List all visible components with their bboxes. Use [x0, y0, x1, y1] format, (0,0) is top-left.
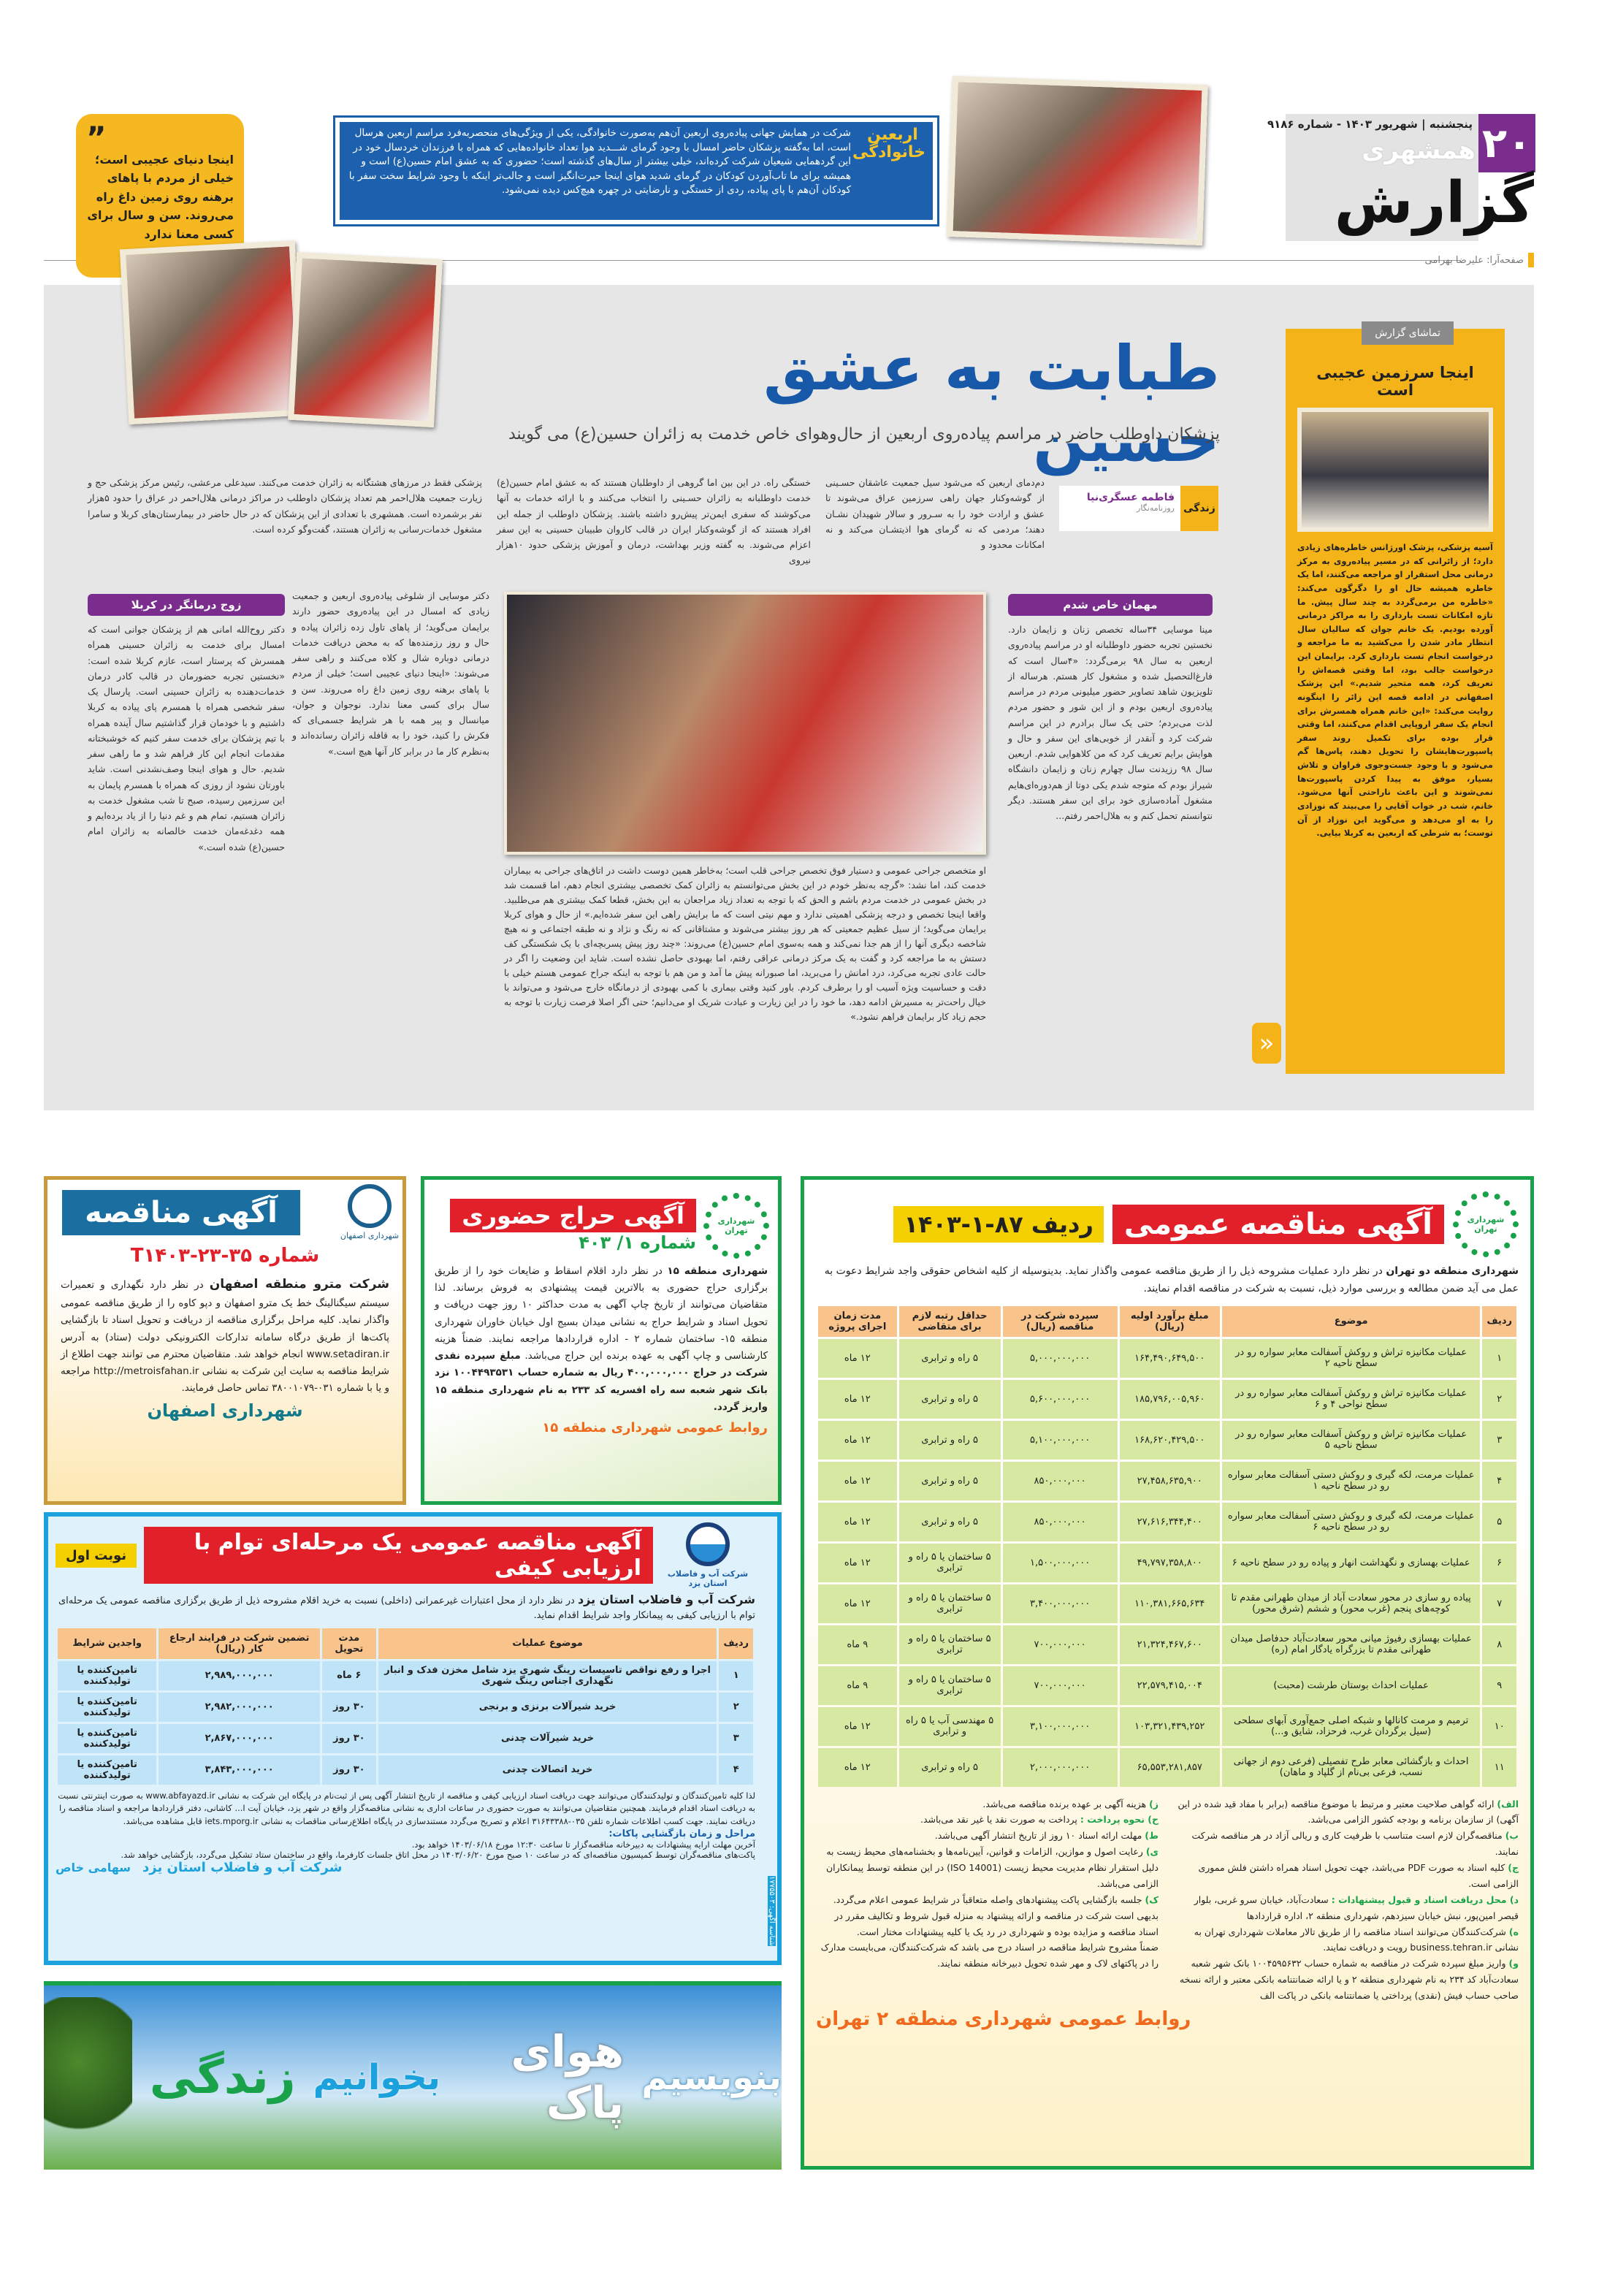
- condition-text: بدیهی است شرکت در مناقصه و ارائه پیشنهاد به منزله قبول شروط و تکالیف مقرر در اسناد مناقصه و مزایده بوده و شهرداری در رد یک یا کلیه پیشنهادات مختار است.: [834, 1910, 1159, 1937]
- clean-air-banner: [44, 1981, 782, 2170]
- headline: طبابت به عشق حسین: [763, 332, 1220, 476]
- ad-badge: نوبت اول: [56, 1544, 137, 1568]
- isfahan-metro-tender-ad: [44, 1176, 406, 1505]
- table-cell: ۱۰۳,۳۲۱,۴۳۹,۲۵۲: [1120, 1707, 1220, 1746]
- table-cell: ۵,۰۰۰,۰۰۰,۰۰۰: [1003, 1339, 1118, 1378]
- table-cell: ۱۲ ماه: [818, 1503, 897, 1541]
- marker-icon: [1528, 253, 1534, 267]
- table-cell: ۱۱: [1482, 1748, 1516, 1787]
- condition-text: واریز مبلغ سپرده شرکت در مناقصه به شماره حساب ۱۰۰۴۵۹۵۶۳۲ بانک شهر شعبه سعادت‌آباد کد ۲۳۴ به نام شهرداری منطقه ۲ و یا ارائه ضمانتنامه بانکی معتبر و ارائه نسخه صاحب حساب فیش (نقدی) پرداختی یا ضمانتنامه بانکی در پاکت الف: [1179, 1958, 1519, 2002]
- condition-text: مهلت ارائه اسناد ۱۰ روز از تاریخ انتشار آگهی می‌باشد.: [934, 1830, 1142, 1842]
- side-box-photo: [1297, 408, 1493, 532]
- banner-word-4: زندگی: [149, 2051, 296, 2105]
- condition-item: [816, 1940, 1159, 1972]
- column-center-left: دکتر موسایی از شلوغی پیاده‌روی اربعین و جمعیت زیادی که امسال در این پیاده‌روی حضور دارند برایمان می‌گوید؛ از پاهای تاول زده زائران پیاده و حال و روز رزمنده‌ها که به محض دریافت خدمات درمانی دوباره شال و کلاه می‌کنند و راهی سفر می‌شوند: «اینجا دنیای عجیبی است؛ خیلی از مردم با پاهای برهنه روی زمین داغ راه می‌روند. سن و سال برای کسی معنا ندارد. نوجوان و جوان، میانسال و پیر همه با هر شرایط جسمی‌ای که فکرش را کنید، خود را به قافله زائران رسانده‌اند و به‌نظرم کار ما در برابر کار آنها هیچ است.»: [292, 590, 489, 757]
- region15-auction-ad: [421, 1176, 782, 1505]
- condition-item: [816, 1828, 1159, 1844]
- table-cell: عملیات مرمت، لکه گیری و روکش دستی آسفالت معابر سواره رو در سطح ناحیه ۱: [1222, 1462, 1481, 1500]
- table-cell: ۵ راه و ترابری: [899, 1748, 1001, 1787]
- table-cell: ۵ ساختمان یا ۵ راه و ترابری: [899, 1544, 1001, 1582]
- ad-body: لذا کلیه تامین‌کنندگان و تولیدکنندگان می‌توانند جهت دریافت اسناد ارزیابی کیفی و مناقصه از تاریخ انتشار آگهی پس از ثبت‌نام در پایگاه این شرکت به نشانی www.abfayazd.ir به صورت اینترنتی نسبت به دریافت اسناد اقدام فرمایند. همچنین متقاضیان می‌توانند به صورت حضوری در ساعات اداری به نشانی مناقصه‌گزار واقع در شهر یزد، خیابان آیت ا... کاشانی، دفتر قراردادها مراجعه و اسناد مناقصه را دریافت نمایند. جهت کسب اطلاعات شماره تلفن ۰۳۵-۳۱۶۴۳۳۸۸ اعلام و تصریح می‌گردد مستندسازی در پایگاه اطلاع‌رسانی مناقصات به نشانی iets.mporg.ir قابل مشاهده می‌باشد.: [58, 1790, 755, 1827]
- side-report-box: [1286, 329, 1505, 1074]
- ad-signature: شهرداری اصفهان: [147, 1400, 303, 1421]
- table-cell: ۴: [719, 1755, 753, 1785]
- ad-signature: روابط عمومی شهرداری منطقه ۲ تهران: [816, 2007, 1191, 2030]
- table-cell: ۵,۶۰۰,۰۰۰,۰۰۰: [1003, 1380, 1118, 1419]
- condition-item: [1176, 1892, 1519, 1924]
- table-cell: ۹ ماه: [818, 1625, 897, 1664]
- page-designer: [1425, 253, 1534, 267]
- table-row: [818, 1380, 1516, 1419]
- ad-bold: شهرداری منطقه ۱۵: [667, 1265, 768, 1277]
- column-header: مدت زمان اجرای پروژه: [818, 1306, 897, 1337]
- condition-key: ج): [1508, 1862, 1519, 1874]
- ad-title: آگهی مناقصه عمومی یک مرحله‌ای توام با ارزیابی کیفی: [144, 1527, 653, 1584]
- subheading-special-guest: مهمان خاص شدم: [1008, 594, 1213, 616]
- table-cell: ۲۲,۵۷۹,۴۱۵,۰۰۴: [1120, 1666, 1220, 1705]
- table-cell: ۱۶۸,۶۲۰,۴۲۹,۵۰۰: [1120, 1421, 1220, 1460]
- table-cell: ۳,۱۰۰,۰۰۰,۰۰۰: [1003, 1707, 1118, 1746]
- condition-key: د) محل دریافت اسناد و قبول پیشنهادات :: [1331, 1893, 1519, 1905]
- condition-text: ضمناً مشروح شرایط مناقصه در اسناد درج می باشد که شرکت‌کنندگان، می‌بایست مدارک را در پاکتهای لاک و مهر شده تحویل دبیرخانه منطقه نمایند.: [820, 1942, 1159, 1969]
- table-cell: ۱۰: [1482, 1707, 1516, 1746]
- table-cell: ۹ ماه: [818, 1666, 897, 1705]
- table-row: [818, 1707, 1516, 1746]
- family-arbaeen-box: [333, 115, 939, 226]
- ad-number: شماره ۳۵-۲۳-T۱۴۰۳: [130, 1245, 320, 1267]
- company-name: شرکت آب و فاضلاب استان یزد: [577, 1593, 755, 1606]
- table-cell: ۲۷,۶۱۶,۳۴۴,۴۰۰: [1120, 1503, 1220, 1541]
- table-cell: ۳: [1482, 1421, 1516, 1460]
- table-cell: ترمیم و مرمت کانالها و شبکه اصلی جمع‌آوری آبهای سطحی (سیل برگردان غرب، فرحزاد، شایق و...): [1222, 1707, 1481, 1746]
- table-cell: ۱۲ ماه: [818, 1707, 897, 1746]
- table-row: [818, 1339, 1516, 1378]
- condition-item: [1176, 1828, 1519, 1860]
- yazd-water-tender-ad: [44, 1512, 782, 1965]
- section-title: گزارش: [1334, 170, 1534, 236]
- column-header: تضمین شرکت در فرایند ارجاع کار (ریال): [159, 1628, 320, 1659]
- column-header: سپرده شرکت در مناقصه (ریال): [1003, 1306, 1118, 1337]
- condition-key: و): [1508, 1958, 1519, 1969]
- banner-word-3: بخوانیم: [313, 2057, 440, 2098]
- subtitle: پزشکان داوطلب حاضر در مراسم پیاده‌روی اربعین از حال‌وهوای خاص خدمت به زائران حسین(ع) می گویند: [508, 425, 1220, 443]
- condition-text: پرداخت به صورت نقد یا غیر نقد می‌باشد.: [920, 1814, 1077, 1826]
- table-cell: عملیات بهسازی و نگهداشت انهار و پیاده رو در سطح ناحیه ۶: [1222, 1544, 1481, 1582]
- column-text: دکتر روح‌الله امانی هم از پزشکان جوانی است که امسال برای خدمت به زائران حسینی همراه همسرش که پرستار است، عازم کربلا شده است: «نخستین تجربه حضورمان در قالب کادر درمان خدمات‌دهنده به زائران حسینی است. پارسال یک سفر شخصی همراه با همسرم پای پیاده به کربلا داشتیم و با خودمان قرار گذاشتیم سال آینده همراه با تیم پزشکان برای خدمت سفر کنیم که خوشبختانه مقدمات انجام این کار فراهم شد و ما راهی سفر شدیم. حال و هوای اینجا وصف‌نشدنی است. شاید باورتان نشود از روزی که همراه با همسرم پایمان به این سرزمین رسیده، صبح تا شب مشغول خدمت به زائران هستیم، تمام هم و غم دنیا را از یاد برده‌ایم و همه دغدغه‌مان خدمت خالصانه به زائران امام حسین(ع) شده است.»: [88, 624, 285, 853]
- condition-text: کلیه اسناد به صورت PDF می‌باشد، جهت تحویل اسناد همراه داشتن فلش مموری الزامی است.: [1198, 1862, 1519, 1889]
- ad-deposit: مبلغ سپرده نقدی شرکت در حراج ۴۰۰,۰۰۰,۰۰۰ ریال به شماره حساب ۱۰۰۴۴۹۳۵۳۱ نزد بانک شهر شعبه سه راه افسریه کد ۲۳۳ به نام شهرداری منطقه ۱۵ واریز گردد.: [435, 1350, 768, 1413]
- condition-item: [816, 1812, 1159, 1828]
- table-cell: ۷۰۰,۰۰۰,۰۰۰: [1003, 1666, 1118, 1705]
- article-photo-2: [288, 252, 443, 427]
- column-right: [1008, 588, 1213, 823]
- tehran-region2-tender-ad: [801, 1176, 1534, 2170]
- column-header: مبلغ برآورد اولیه (ریال): [1120, 1306, 1220, 1337]
- table-cell: ۸: [1482, 1625, 1516, 1664]
- ad-title: آگهی مناقصه: [62, 1190, 300, 1235]
- condition-text: جلسه بازگشایی پاکت پیشنهادهای واصله متعاقباً در شرایط عمومی اعلام می‌گردد.: [833, 1893, 1142, 1905]
- table-cell: ۵ راه و ترابری: [899, 1421, 1001, 1460]
- doctor-child-photo: [947, 76, 1207, 245]
- ad-intro-bold: شهرداری منطقه دو تهران: [1386, 1265, 1519, 1277]
- table-cell: ۳۰ روز: [322, 1724, 376, 1753]
- table-cell: ۲,۹۸۲,۰۰۰,۰۰۰: [159, 1693, 320, 1722]
- table-cell: ۱۶۴,۴۹۰,۶۴۹,۵۰۰: [1120, 1339, 1220, 1378]
- tender-table: [816, 1304, 1519, 1789]
- table-cell: عملیات مکانیزه تراش و روکش آسفالت معابر سواره رو در سطح نواحی ۴ و ۶: [1222, 1380, 1481, 1419]
- table-cell: ۱۲ ماه: [818, 1544, 897, 1582]
- ad-title: آگهی حراج حضوری: [450, 1199, 696, 1232]
- table-row: [818, 1625, 1516, 1664]
- table-row: [818, 1421, 1516, 1460]
- table-cell: تامین‌کننده یا تولیدکننده: [58, 1724, 156, 1753]
- column-header: ردیف: [1482, 1306, 1516, 1337]
- table-cell: خرید شیرآلات برنزی و برنجی: [378, 1693, 717, 1722]
- condition-key: ی): [1145, 1846, 1159, 1858]
- tehran-municipality-seal: شهرداری تهران: [1453, 1191, 1519, 1257]
- isfahan-logo: [337, 1184, 402, 1240]
- condition-item: [816, 1892, 1159, 1908]
- table-cell: عملیات مکانیزه تراش و روکش آسفالت معابر سواره رو در سطح ناحیه ۲: [1222, 1339, 1481, 1378]
- table-cell: اجرا و رفع نواقص تاسیسات رینگ شهری یزد شامل مخزن فدک و انبار نگهداری اجناس رینگ شهری: [378, 1661, 717, 1690]
- center-photo: [504, 592, 986, 855]
- condition-key: الف): [1497, 1798, 1519, 1809]
- table-cell: تامین‌کننده یا تولیدکننده: [58, 1661, 156, 1690]
- condition-key: ب): [1505, 1830, 1519, 1842]
- column-header: مدت تحویل: [322, 1628, 376, 1659]
- table-cell: ۱۲ ماه: [818, 1339, 897, 1378]
- table-cell: ۵ مهندسی آب یا ۵ راه و ترابری: [899, 1707, 1001, 1746]
- table-cell: ۱,۵۰۰,۰۰۰,۰۰۰: [1003, 1544, 1118, 1582]
- ad-title: آگهی مناقصه عمومی: [1112, 1205, 1444, 1244]
- table-cell: ۳: [719, 1724, 753, 1753]
- table-cell: تامین‌کننده یا تولیدکننده: [58, 1693, 156, 1722]
- table-row: [58, 1661, 753, 1690]
- table-cell: ۱۱۰,۳۸۱,۶۶۵,۶۳۴: [1120, 1584, 1220, 1623]
- table-cell: ۳۰ روز: [322, 1755, 376, 1785]
- ad-intro: در نظر دارد از محل اعتبارات غیرعمرانی (داخلی) نسبت به خرید اقلام مشروحه ذیل از طریق برگزاری مناقصه عمومی یک مرحله‌ای توام با ارزیابی کیفی به پیمانکار واجد شرایط اقدام نماید.: [58, 1595, 755, 1621]
- table-cell: عملیات احداث بوستان طرشت (محبت): [1222, 1666, 1481, 1705]
- table-cell: ۲۱,۳۲۴,۴۶۷,۶۰۰: [1120, 1625, 1220, 1664]
- tehran-municipality-seal: شهرداری تهران: [703, 1193, 769, 1259]
- table-cell: ۵ ساختمان یا ۵ راه و ترابری: [899, 1625, 1001, 1664]
- column-header: ردیف: [719, 1628, 753, 1659]
- table-cell: ۱: [719, 1661, 753, 1690]
- ad-text: در نظر دارد نگهداری و تعمیرات سیستم سیگنالینگ خط یک مترو اصفهان و دپو کاوه را از طریق مناقصه عمومی واگذار نماید. کلیه مراحل برگزاری مناقصه از دریافت و تحویل اسناد تا بازگشایی پاکت‌ها از طریق درگاه سامانه تدارکات الکترونیکی دولت (ستاد) به آدرس www.setadiran.ir انجام خواهد شد. متقاضیان محترم می توانند جهت اطلاع از شرایط مناقصه به سایت این شرکت به نشانی http://metroisfahan.ir مراجعه و یا با شماره ۰۳۱-۳۸۰۰۱۰۷۹ تماس حاصل فرمایند.: [61, 1279, 389, 1395]
- condition-key: ط): [1145, 1830, 1159, 1842]
- condition-key: ک): [1145, 1893, 1159, 1905]
- stages-title: مراحل و زمان بازگشایی پاکات:: [608, 1828, 755, 1839]
- condition-text: سعادت‌آباد، خیابان سرو غربی، بلوار قیصر امین‌پور، نبش خیابان سیزدهم، شهرداری منطقه ۲، اداره قراردادها: [1194, 1893, 1519, 1921]
- banner-word-1: بنویسیم: [641, 2057, 782, 2098]
- ad-intro: در نظر دارد عملیات مشروحه ذیل را از طریق مناقصه عمومی واگذار نماید. بدینوسیله از کلیه اشخاص حقوقی واجد شرایط دعوت به عمل می آید ضمن مطالعه و بررسی موارد ذیل، نسبت به شرکت در مناقصه اقدام نمایند.: [824, 1265, 1519, 1294]
- author-role: روزنامه‌نگار: [1137, 503, 1175, 513]
- box-kicker: اربعین خانوادگی: [852, 126, 925, 162]
- condition-key: ح) نحوه پرداخت :: [1080, 1814, 1159, 1826]
- tender-conditions: [816, 1796, 1519, 2004]
- table-cell: ۱۲ ماه: [818, 1584, 897, 1623]
- subheading-couple: زوج درمانگر در کربلا: [88, 594, 285, 616]
- table-row: [818, 1503, 1516, 1541]
- banner-word-2: هوای پاک: [511, 2026, 625, 2129]
- table-cell: ۱: [1482, 1339, 1516, 1378]
- table-row: [818, 1544, 1516, 1582]
- article-photo-1: [120, 240, 304, 424]
- table-row: [818, 1666, 1516, 1705]
- table-cell: ۸۵۰,۰۰۰,۰۰۰: [1003, 1503, 1118, 1541]
- condition-key: ه): [1508, 1926, 1519, 1937]
- condition-text: ارائه گواهی صلاحیت معتبر و مرتبط با موضوع مناقصه (برابر با مفاد قید شده در این آگهی) از سازمان برنامه و بودجه کشور الزامی می‌باشد.: [1177, 1798, 1519, 1826]
- quote-mark-icon: ”: [86, 120, 107, 156]
- table-cell: عملیات مکانیزه تراش و روکش آسفالت معابر سواره رو در سطح ناحیه ۵: [1222, 1421, 1481, 1460]
- side-box-label: تماشای گزارش: [1362, 321, 1454, 345]
- table-cell: ۵: [1482, 1503, 1516, 1541]
- table-cell: ۴۹,۷۹۷,۳۵۸,۸۰۰: [1120, 1544, 1220, 1582]
- tree-head-image: [44, 1997, 132, 2158]
- table-cell: ۵ راه و ترابری: [899, 1503, 1001, 1541]
- page-number: ۲۰: [1478, 114, 1535, 172]
- table-row: [818, 1462, 1516, 1500]
- table-cell: خرید اتصالات چدنی: [378, 1755, 717, 1785]
- stage-1: آخرین مهلت ارایه پیشنهادات به دبیرخانه مناقصه‌گزار تا ساعت ۱۲:۳۰ مورخ ۱۴۰۳/۰۶/۱۸ خواهد بود.: [411, 1839, 755, 1850]
- ad-signature-2: سهامی خاص: [56, 1860, 131, 1874]
- newspaper-brand: همشهری: [1362, 136, 1476, 165]
- ad-id: شناسه آگهی: ۱۷۷۵۵۰۳: [768, 1875, 776, 1946]
- table-cell: ۵ راه و ترابری: [899, 1339, 1001, 1378]
- designer-credit: صفحه‌آرا: علیرضا بهرامی: [1424, 254, 1524, 266]
- table-cell: ۴: [1482, 1462, 1516, 1500]
- table-cell: ۶: [1482, 1544, 1516, 1582]
- table-cell: ۵ ساختمان یا ۵ راه و ترابری: [899, 1584, 1001, 1623]
- condition-item: [816, 1908, 1159, 1940]
- ad-signature: شرکت آب و فاضلاب استان یزد: [142, 1859, 343, 1875]
- column-under-photo: او متخصص جراحی عمومی و دستیار فوق تخصص جراحی قلب است؛ به‌خاطر همین دوست داشت در اتاق‌های جراحی به بیماران خدمت کند، اما نشد: «گرچه به‌نظر خودم در این بخش می‌توانستم به زائران کمک تخصصی بیشتری انجام دهم، اما قسمت شد در بخش عمومی در خدمت مردم باشم و الحق که با توجه به تعداد زیاد مراجعان به این بخش، قطعا کمک بیشتری هم می‌طلبید. واقعا اینجا تخصص و درجه پزشکی اهمیتی ندارد و مهم نیتی است که ما برایش راهی این سفر شده‌ایم.» از حال و هوای کربلا برایمان می‌گوید؛ از سیل عظیم جمعیتی که هر روز بیشتر می‌شوند و مشتاقانی که نه رنگ و نژاد و نه طبقه اجتماعی و نه هیچ شاخصه دیگری آنها را از هم جدا نمی‌کند و همه به‌سوی امام حسین(ع) می‌روند: «چند روز پیش پسربچه‌ای با یک شکستگی کف دستش به ما مراجعه کرد و گفت به یک مرکز درمانی عراقی رفتم، اما بهبودی حاصل نشده است. شاید این وضعیت را اگر در حالت عادی تجربه می‌کرد، درد امانش را می‌برید، اما صبورانه پیش ما آمد و من هم با توجه به اینکه جراح عمومی هستم خیلی با دقت و حساسیت ویژه آسیب او را برطرف کردم. باور کنید وقتی بیماری با کمی بهبودی از درمانگاه خارج می‌شود و می‌تواند با خیال راحت‌تر به مسیرش ادامه دهد، ما خود را در این زیارت و عبادت شریک او می‌دانیم؛ حتی اگر اصلا فرصت زیارت با توجه به حجم زیاد کار برایمان فراهم نشود.»: [504, 865, 986, 1022]
- column-header: موضوع عملیات: [378, 1628, 717, 1659]
- table-row: [818, 1584, 1516, 1623]
- ad-signature: روابط عمومی شهرداری منطقه ۱۵: [542, 1419, 768, 1435]
- column-text: مینا موسایی ۳۴ساله تخصص زنان و زایمان دارد. نخستین تجربه حضور داوطلبانه او در مراسم پیاده‌روی اربعین به سال ۹۸ برمی‌گردد: «۴سال است که فارغ‌التحصیل شده و مشغول کار هستم. هرساله از تلویزیون شاهد تصاویر حضور میلیونی مردم در مراسم پیاده‌روی اربعین بودم و از این شور و حضور مردم لذت می‌بردم؛ حتی یک سال برادرم در این مراسم شرکت کرد و آنقدر از خوبی‌های این سفر و حال و هوایش برایم تعریف کرد که من کلاهوایی شدم. اربعین سال ۹۸ رزیدنت سال چهارم زنان و زایمان دانشگاه شیراز بودم که متوجه شدم یکی دوتا از هم‌دوره‌ای‌هایم مشغول آماده‌سازی خود برای این سفر هستند. دیگر نتوانستم تحمل کنم و به هلال‌احمر رفتم...: [1008, 624, 1213, 821]
- table-cell: ۵ راه و ترابری: [899, 1462, 1001, 1500]
- table-cell: ۶ ماه: [322, 1661, 376, 1690]
- logo-text: شهرداری اصفهان: [340, 1231, 400, 1240]
- column-header: واجدین شرایط: [58, 1628, 156, 1659]
- column-left: [88, 588, 285, 855]
- table-cell: ۵ ساختمان یا ۵ راه و ترابری: [899, 1666, 1001, 1705]
- stage-2: پاکت‌های مناقصه‌گران توسط کمیسیون مناقصه‌ای که در ساعت ۱۰ صبح مورخ ۱۴۰۳/۰۶/۲۰ در محل اتاق جلسات کارفرما، واقع در ساختمان ستاد تشکیل می‌گردد، بازگشایی خواهد شد.: [121, 1849, 755, 1860]
- table-cell: ۵ راه و ترابری: [899, 1380, 1001, 1419]
- side-box-text: آسیه پزشکی، پزشک اورژانس خاطره‌های زیادی دارد؛ از زائرانی که در مسیر پیاده‌روی به مرکز درمانی محل استقرار او مراجعه می‌کنند، اما یک خاطره همیشه حال او را دگرگون می‌کند: «خاطره من برمی‌گردد به چند سال پیش. ما تازه امکانات تست بارداری را به مراکز درمانی آورده بودیم. یک خانم جوان که سالیان سال انتظار مادر شدن را می‌کشید به ما مراجعه و درخواست انجام تست بارداری کرد. برایمان این درخواست جالب بود، اما وقتی قصه‌اش را تعریف کرد، همه متحیر شدیم.» این پزشک اصفهانی در ادامه قصه این زائر را اینگونه روایت می‌کند: «این خانم همراه همسرش برای انجام یک سفر اروپایی اقدام می‌کنند، اما وقتی قرار بوده برای تکمیل روند سفر پاسپورت‌هایشان را تحویل دهند، پاس‌ها گم می‌شود و با وجود جست‌وجوی فراوان و تلاش بسیار، موفق به پیدا کردن پاسپورت‌ها نمی‌شوند و این باعث ناراحتی آنها می‌شود. خانم، شب در خواب آقایی را می‌بیند که نوزادی را به او می‌دهد و می‌گوید این نوزاد از آن توست؛ به شرطی که اربعین به کربلا بیایی.: [1297, 542, 1493, 839]
- condition-item: [1176, 1796, 1519, 1828]
- side-box-title: اینجا سرزمین عجیبی است: [1316, 364, 1474, 399]
- condition-text: هزینه آگهی بر عهده برنده مناقصه می‌باشد.: [982, 1798, 1147, 1809]
- table-cell: ۱۲ ماه: [818, 1421, 897, 1460]
- table-row: [818, 1748, 1516, 1787]
- table-cell: ۱۲ ماه: [818, 1462, 897, 1500]
- quote-text: اینجا دنیای عجیبی است؛ خیلی از مردم با پاهای برهنه روی زمین داغ راه می‌روند. سن و سال برای کسی معنا ندارد: [87, 152, 234, 241]
- table-row: [58, 1755, 753, 1785]
- table-cell: ۷: [1482, 1584, 1516, 1623]
- logo-text: شرکت آب و فاضلاب استان یزد: [667, 1569, 749, 1588]
- issue-date: پنجشنبه | شهریور ۱۴۰۳ - شماره ۹۱۸۶: [1267, 118, 1473, 131]
- company-name: شرکت مترو منطقه اصفهان: [209, 1277, 389, 1292]
- table-cell: پیاده رو سازی در محور سعادت آباد از میدان طهرانی مقدم تا کوچه‌های پنجم (غرب محور) و ششم (شرق محور): [1222, 1584, 1481, 1623]
- ad-number: شماره ۱/ ۴۰۳: [579, 1232, 696, 1253]
- table-cell: ۲,۰۰۰,۰۰۰,۰۰۰: [1003, 1748, 1118, 1787]
- table-cell: ۲۷,۴۵۸,۶۳۵,۹۰۰: [1120, 1462, 1220, 1500]
- table-cell: ۸۵۰,۰۰۰,۰۰۰: [1003, 1462, 1118, 1500]
- table-cell: خرید شیرآلات چدنی: [378, 1724, 717, 1753]
- continue-arrow-icon[interactable]: «: [1252, 1023, 1281, 1064]
- table-cell: ۱۲ ماه: [818, 1748, 897, 1787]
- ad-text: در نظر دارد اقلام اسقاط و ضایعات خود را از طریق برگزاری حراج حضوری به بالاترین قیمت پیشنهادی به فروش برساند. لذا متقاضیان می‌توانند از تاریخ چاپ آگهی به مدت حداکثر ۱۰ روز جهت دریافت و تحویل اسناد و شرایط حراج به نشانی میدان بسیج اول خیابان خاوران شهرداری منطقه ۱۵- ساختمان شماره ۲ - اداره قراردادها مراجعه نمایند. ضمناً هزینه کارشناسی و چاپ آگهی به عهده برنده این حراج می‌باشد.: [435, 1265, 768, 1362]
- author-name: فاطمه عسگری‌نیا: [1086, 492, 1175, 503]
- yazd-tender-table: [56, 1626, 755, 1787]
- condition-item: [816, 1844, 1159, 1892]
- table-cell: ۳,۴۰۰,۰۰۰,۰۰۰: [1003, 1584, 1118, 1623]
- column-header: موضوع: [1222, 1306, 1481, 1337]
- intro-col-3: پزشکی فقط در مرزهای هشتگانه به زائران خدمت می‌کنند. سیدعلی مرعشی، رئیس مرکز پزشکی حج و زیارت جمعیت هلال‌احمر هم تعداد پزشکان داوطلب در مراکز درمانی هلال‌احمر در عراق را حدود ۵هزار نفر برشمرده است. همشهری با تعدادی از این پزشکان که در حال حاضر در بیمارستان‌های کربلا و سامرا مشغول خدمات‌رسانی به زائران هستند، گفت‌وگو کرده است.: [88, 477, 482, 535]
- ad-code: ردیف ۸۷-۱-۱۴۰۳: [893, 1206, 1103, 1243]
- intro-col-1: دم‌دمای اربعین که می‌شود سیل جمعیت عاشقان حسـینی از گوشه‌وکنار جهان راهی سرزمین عراق می‌شوند تا عشق و ارادت خود را به سـرور و سالار شهیدان نشـان دهند؛ مردمی که نه گرمای هوا اذیتشـان می‌کند و نه امکانات محدود و: [825, 477, 1045, 550]
- condition-item: [1176, 1956, 1519, 2004]
- rubric-tag: زندگی: [1180, 486, 1218, 531]
- box-text: شرکت در همایش جهانی پیاده‌روی اربعین آن‌هم به‌صورت خانوادگی، یکی از ویژگی‌های منحصربه‌فرد مراسم اربعین هرسال است، اما به‌گفته پزشکان حاضر امسال با وجود گرمای شـــدید هوا تعداد خانواده‌هایی که همراه با فرزندان خردسال خود در این گردهمایی شیعیان شرکت کرده‌اند، خیلی بیشتر از سال‌های گذشته است؛ حضوری که به عشق امام حسین(ع) است و همیشه برای ما تاب‌آوردن کودکان در گرمای شدید هوای اینجا حیرت‌انگیز است و جالب‌تر اینکه با وجود شرایط سخت سفر با کودکان آن‌هم با پای پیاده، ردی از خستگی و نارضایتی در چهره هیچ‌کس دیده نمی‌شود.: [348, 127, 851, 197]
- table-cell: ۲: [1482, 1380, 1516, 1419]
- table-cell: تامین‌کننده یا تولیدکننده: [58, 1755, 156, 1785]
- table-cell: ۱۲ ماه: [818, 1380, 897, 1419]
- condition-item: [816, 1796, 1159, 1812]
- table-cell: احداث و بازگشائی معابر طرح تفصیلی (فرعی دوم از جهانی نسب، فرعی بی‌نام از گلپاد و ماهان): [1222, 1748, 1481, 1787]
- table-cell: ۲: [719, 1693, 753, 1722]
- table-cell: ۳۰ روز: [322, 1693, 376, 1722]
- table-cell: عملیات مرمت، لکه گیری و روکش دستی آسفالت معابر سواره رو در سطح ناحیه ۶: [1222, 1503, 1481, 1541]
- condition-text: رعایت اصول و موازین، الزامات و قوانین، آیین‌نامه‌ها و بخشنامه‌های محیط زیست به دلیل استقرار نظام مدیریت محیط زیست (ISO 14001) در این منطقه توسط پیمانکاران الزامی می‌باشد.: [825, 1846, 1159, 1889]
- table-cell: عملیات بهسازی رفیوژ میانی محور سعادت‌آباد حدفاصل میدان طهرانی مقدم تا بزرگراه یادگار امام (ره): [1222, 1625, 1481, 1664]
- condition-key: ز): [1149, 1798, 1159, 1809]
- table-cell: ۲,۸۶۷,۰۰۰,۰۰۰: [159, 1724, 320, 1753]
- condition-item: [1176, 1924, 1519, 1956]
- table-cell: ۱۸۵,۷۹۶,۰۰۵,۹۶۰: [1120, 1380, 1220, 1419]
- table-cell: ۳,۸۴۳,۰۰۰,۰۰۰: [159, 1755, 320, 1785]
- table-cell: ۵,۱۰۰,۰۰۰,۰۰۰: [1003, 1421, 1118, 1460]
- table-cell: ۹: [1482, 1666, 1516, 1705]
- author-byline: [1059, 486, 1218, 531]
- abfa-logo: [660, 1522, 755, 1588]
- table-row: [58, 1724, 753, 1753]
- condition-text: شرکت‌کنندگان می‌توانند اسناد مناقصه را از طریق تالار معاملات شهرداری تهران به نشانی business.tehran.ir رویت و دریافت نمایند.: [1194, 1926, 1519, 1953]
- column-header: حداقل رتبه لازم برای متقاضی: [899, 1306, 1001, 1337]
- table-cell: ۷۰۰,۰۰۰,۰۰۰: [1003, 1625, 1118, 1664]
- condition-text: مناقصه‌گران لازم است متناسب با ظرفیت کاری و ریالی آزاد در هر مناقصه شرکت نمایند.: [1191, 1830, 1519, 1858]
- table-row: [58, 1693, 753, 1722]
- table-cell: ۲,۹۸۹,۰۰۰,۰۰۰: [159, 1661, 320, 1690]
- intro-col-2: خستگی راه. در این بین اما گروهی از داوطلبان هستند که به عشق امام حسین(ع) خدمت داوطلبانه به زائران حسـینی را انتخاب می‌کنند و با ارائه خدمات به آنها می‌کوشند که سفری ایمن‌تر پیش‌رو داشته باشند. پزشکان داوطلب از جمله این افراد هستند که از گوشه‌وکنار ایران در قالب کاروان طبیبان حسینی به این سفر اعزام می‌شوند. به گفته وزیر بهداشت، درمان و آموزش پزشکی حدود ۱۰هزار نیروی: [497, 477, 811, 566]
- table-cell: ۶۵,۵۵۳,۲۸۱,۸۵۷: [1120, 1748, 1220, 1787]
- condition-item: [1176, 1860, 1519, 1892]
